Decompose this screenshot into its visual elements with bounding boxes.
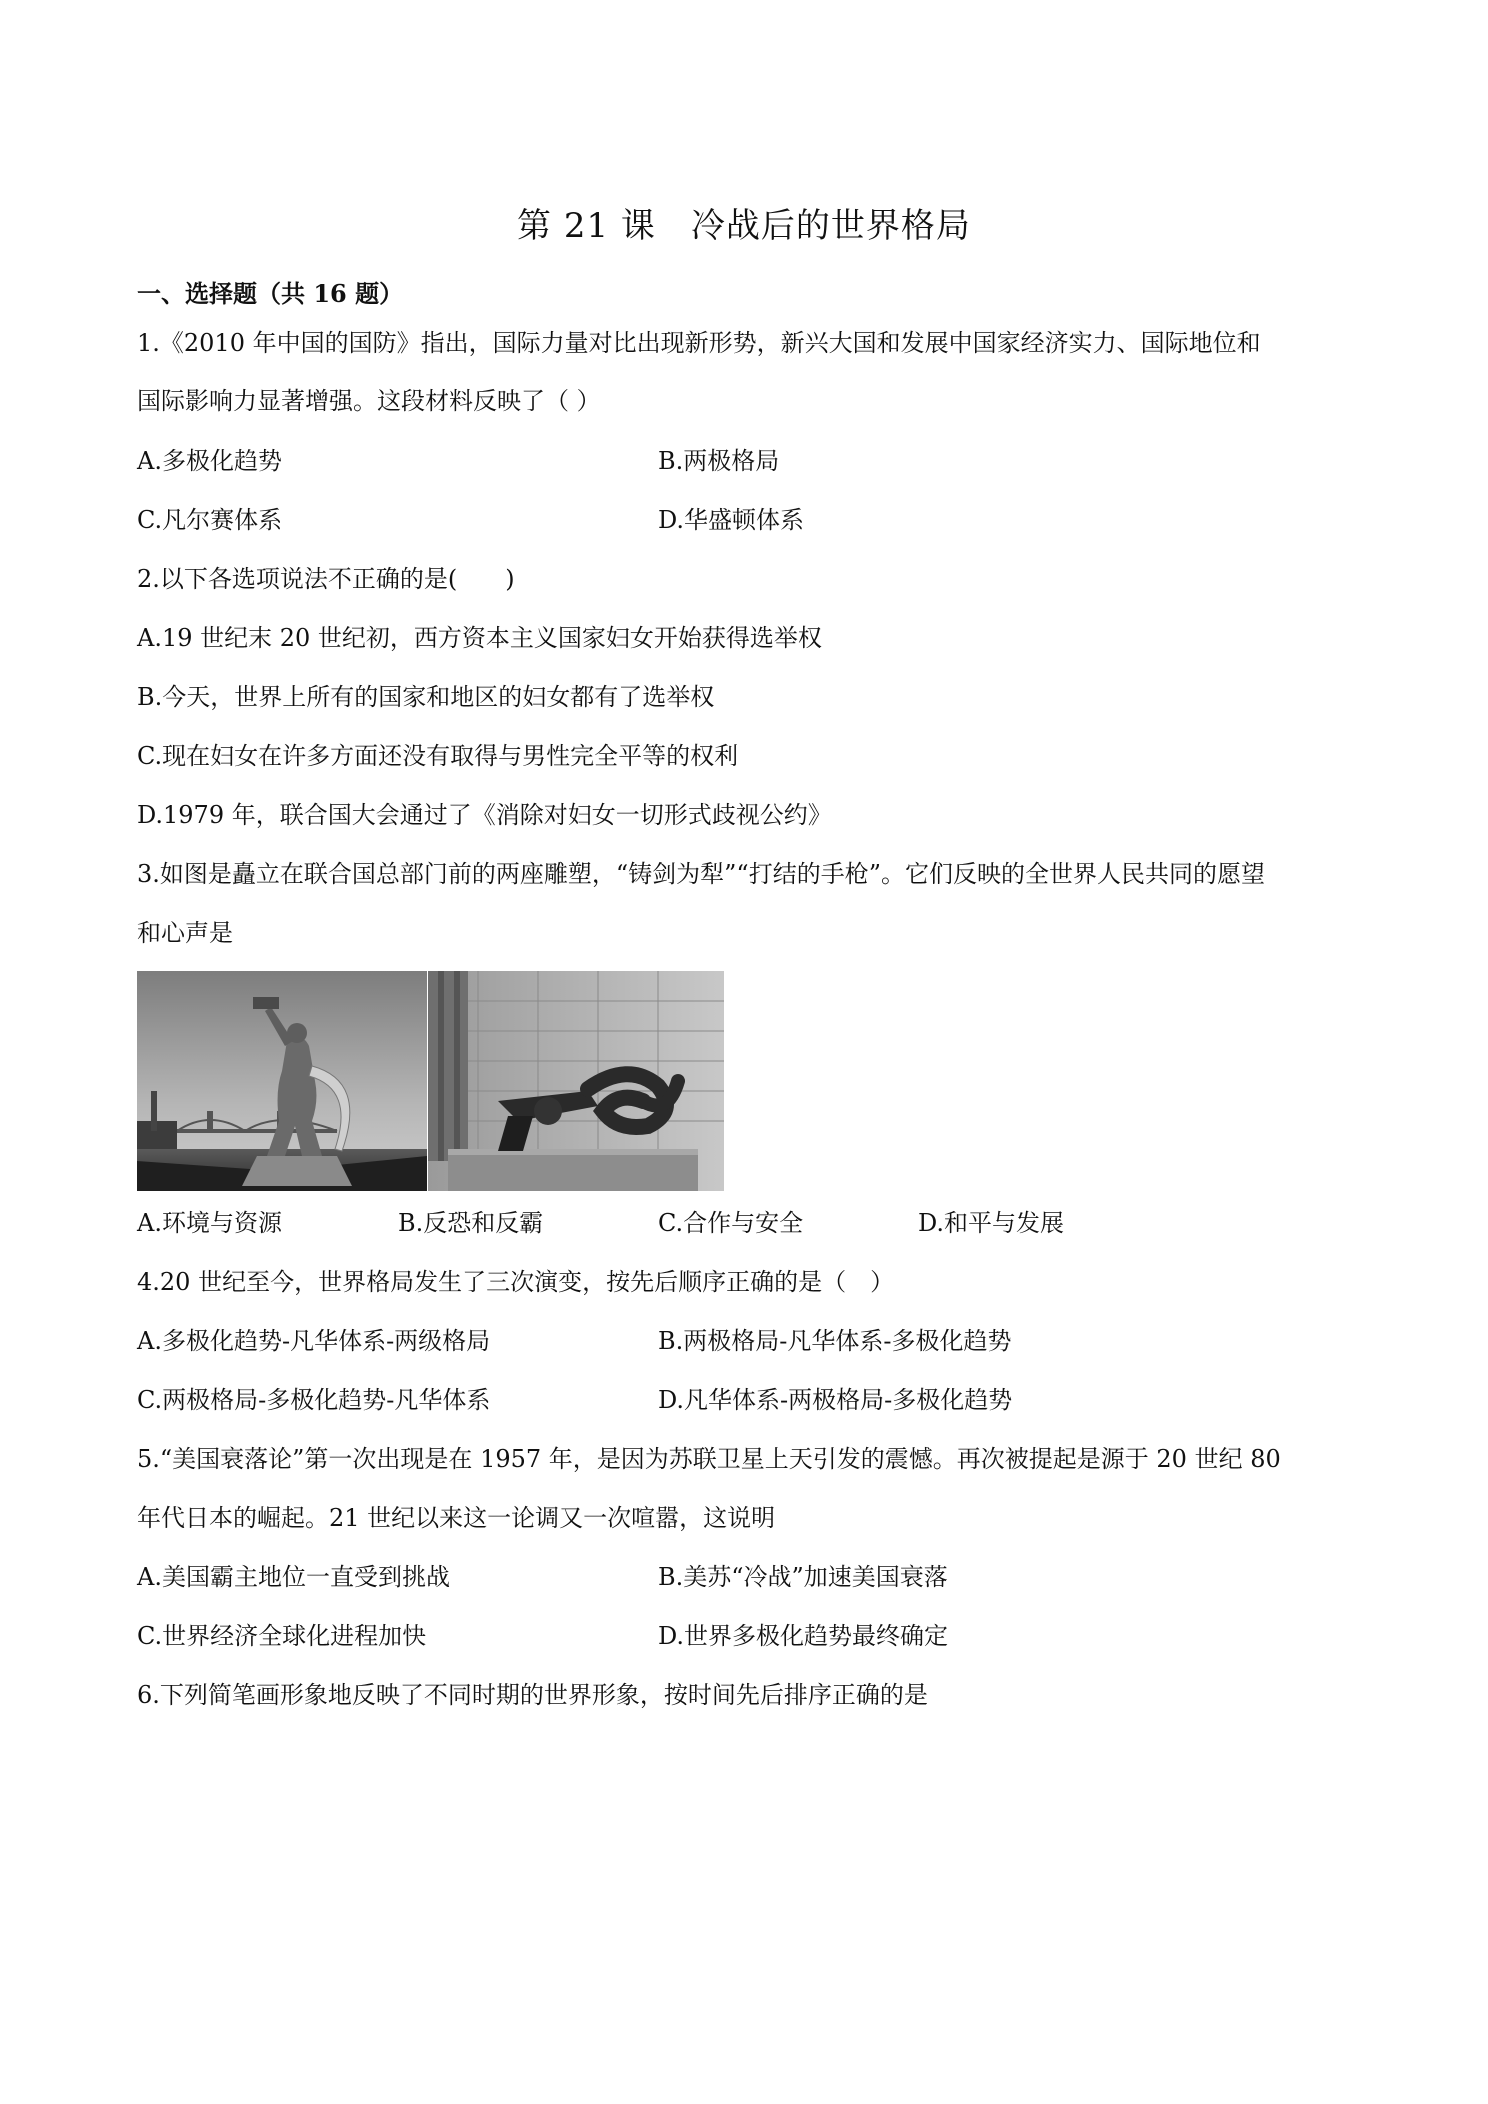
photo-knotted-gun-sculpture (428, 971, 724, 1191)
question-2-option-c: C.现在妇女在许多方面还没有取得与男性完全平等的权利 (137, 742, 739, 770)
question-1-stem-line-2: 国际影响力显著增强。这段材料反映了（ ） (137, 387, 601, 415)
question-1-option-d: D.华盛顿体系 (658, 506, 805, 534)
question-5-option-b: B.美苏“冷战”加速美国衰落 (658, 1563, 948, 1591)
question-1-option-c: C.凡尔赛体系 (137, 506, 283, 534)
question-2-stem: 2.以下各选项说法不正确的是( ) (137, 565, 515, 593)
question-5-stem-line-2: 年代日本的崛起。21 世纪以来这一论调又一次喧嚣，这说明 (137, 1504, 776, 1532)
question-4-option-a: A.多极化趋势-凡华体系-两级格局 (137, 1327, 491, 1355)
section-heading: 一、选择题（共 16 题） (137, 279, 404, 308)
question-3-option-c: C.合作与安全 (658, 1209, 804, 1237)
question-3-stem-line-1: 3.如图是矗立在联合国总部门前的两座雕塑，“铸剑为犁”“打结的手枪”。它们反映的全世界人民共同的愿望 (137, 860, 1265, 888)
question-4-option-d: D.凡华体系-两极格局-多极化趋势 (658, 1386, 1013, 1414)
photo-sword-to-plowshare-sculpture (137, 971, 427, 1191)
question-3-option-b: B.反恐和反霸 (398, 1209, 544, 1237)
question-3-stem-line-2: 和心声是 (137, 919, 233, 947)
question-5-option-a: A.美国霸主地位一直受到挑战 (137, 1563, 450, 1591)
question-5-option-d: D.世界多极化趋势最终确定 (658, 1622, 949, 1650)
question-4-option-c: C.两极格局-多极化趋势-凡华体系 (137, 1386, 491, 1414)
question-3-option-a: A.环境与资源 (137, 1209, 282, 1237)
question-1-option-b: B.两极格局 (658, 447, 780, 475)
question-5-stem-line-1: 5.“美国衰落论”第一次出现是在 1957 年，是因为苏联卫星上天引发的震憾。再次被提起是源于 20 世纪 80 (137, 1445, 1281, 1473)
page-title: 第 21 课 冷战后的世界格局 (517, 206, 971, 246)
question-2-option-d: D.1979 年，联合国大会通过了《消除对妇女一切形式歧视公约》 (137, 801, 832, 829)
question-4-stem: 4.20 世纪至今，世界格局发生了三次演变，按先后顺序正确的是（ ） (137, 1268, 895, 1296)
question-2-option-b: B.今天，世界上所有的国家和地区的妇女都有了选举权 (137, 683, 715, 711)
question-1-option-a: A.多极化趋势 (137, 447, 282, 475)
question-3-option-d: D.和平与发展 (918, 1209, 1065, 1237)
question-4-option-b: B.两极格局-凡华体系-多极化趋势 (658, 1327, 1012, 1355)
question-1-stem-line-1: 1.《2010 年中国的国防》指出，国际力量对比出现新形势，新兴大国和发展中国家经济实力、国际地位和 (137, 329, 1261, 357)
question-2-option-a: A.19 世纪末 20 世纪初，西方资本主义国家妇女开始获得选举权 (137, 624, 822, 652)
question-6-stem: 6.下列简笔画形象地反映了不同时期的世界形象，按时间先后排序正确的是 (137, 1681, 928, 1709)
question-5-option-c: C.世界经济全球化进程加快 (137, 1622, 427, 1650)
